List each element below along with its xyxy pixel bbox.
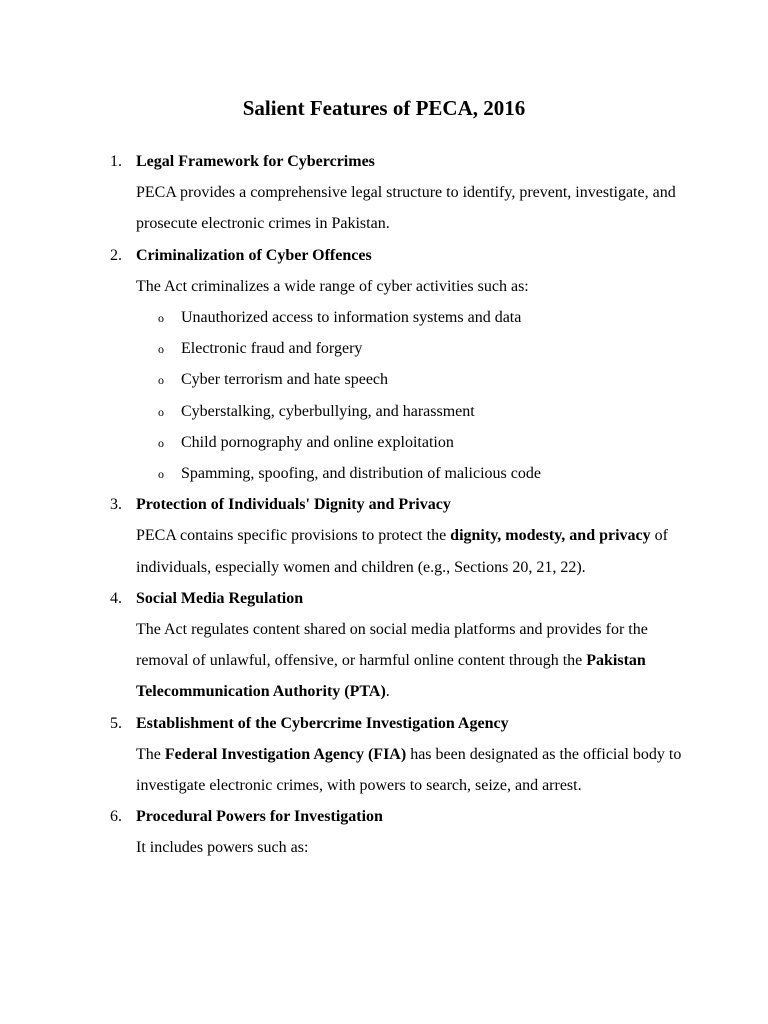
text-part: . <box>385 683 390 701</box>
bullet-text: Cyberstalking, cyberbullying, and harassment <box>181 402 475 420</box>
emphasized-text: Pakistan Telecommunication Authority (PTA) <box>136 652 646 701</box>
list-item-2 <box>110 240 684 490</box>
bullet-marker-icon: o <box>158 404 164 419</box>
text-part: of individuals, especially women and children (e.g., Sections 20, 21, 22). <box>136 527 668 576</box>
item-number: 5. <box>110 714 122 732</box>
item-heading: Protection of Individuals' Dignity and Privacy <box>136 496 451 514</box>
offence-bullet-list <box>136 302 684 489</box>
list-item-6 <box>110 801 684 863</box>
document-title: Salient Features of PECA, 2016 <box>242 96 526 120</box>
emphasized-text: dignity, modesty, and privacy <box>450 527 651 545</box>
item-text <box>136 614 684 708</box>
item-heading: Criminalization of Cyber Offences <box>136 246 372 264</box>
text-part: The Act regulates content shared on social media platforms and provides for the removal of unlawful, offensive, or harmful online content through the <box>136 621 648 670</box>
text-part: The <box>136 745 165 763</box>
bullet-item <box>136 333 684 364</box>
list-item-1 <box>110 146 684 240</box>
bullet-text: Spamming, spoofing, and distribution of malicious code <box>181 465 541 483</box>
bullet-item <box>136 427 684 458</box>
text-part: PECA contains specific provisions to protect the <box>136 527 451 545</box>
list-item-4 <box>110 583 684 708</box>
bullet-marker-icon: o <box>158 373 164 388</box>
item-number: 1. <box>110 153 122 170</box>
item-heading: Procedural Powers for Investigation <box>136 808 383 826</box>
bullet-text: Unauthorized access to information systems and data <box>181 309 522 327</box>
text-part: has been designated as the official body to investigate electronic crimes, with powers to search, seize, and arrest. <box>136 745 682 795</box>
bullet-marker-icon: o <box>158 311 164 326</box>
item-number: 2. <box>110 246 122 264</box>
list-item-3 <box>110 489 684 583</box>
bullet-item <box>136 364 684 395</box>
item-text: It includes powers such as: <box>136 839 309 857</box>
item-text: PECA provides a comprehensive legal structure to identify, prevent, investigate, and prosecute electronic crimes in Pakistan. <box>136 184 676 233</box>
item-heading: Establishment of the Cybercrime Investigation Agency <box>136 714 509 732</box>
bullet-marker-icon: o <box>158 342 164 357</box>
bullet-text: Cyber terrorism and hate speech <box>181 371 389 389</box>
bullet-text: Child pornography and online exploitation <box>181 433 454 451</box>
bullet-item <box>136 396 684 427</box>
item-number: 6. <box>110 808 122 826</box>
item-text <box>136 739 684 801</box>
bullet-item <box>136 302 684 333</box>
item-text: The Act criminalizes a wide range of cyber activities such as: <box>136 277 529 295</box>
bullet-marker-icon: o <box>158 467 164 482</box>
bullet-marker-icon: o <box>158 435 164 450</box>
bullet-item <box>136 458 684 489</box>
item-heading: Social Media Regulation <box>136 589 304 607</box>
item-number: 3. <box>110 496 122 514</box>
item-heading: Legal Framework for Cybercrimes <box>136 153 375 170</box>
item-text <box>136 520 684 582</box>
list-item-5 <box>110 708 684 802</box>
features-list <box>0 146 768 864</box>
item-number: 4. <box>110 589 122 607</box>
bullet-text: Electronic fraud and forgery <box>181 340 363 358</box>
emphasized-text: Federal Investigation Agency (FIA) <box>164 745 407 763</box>
